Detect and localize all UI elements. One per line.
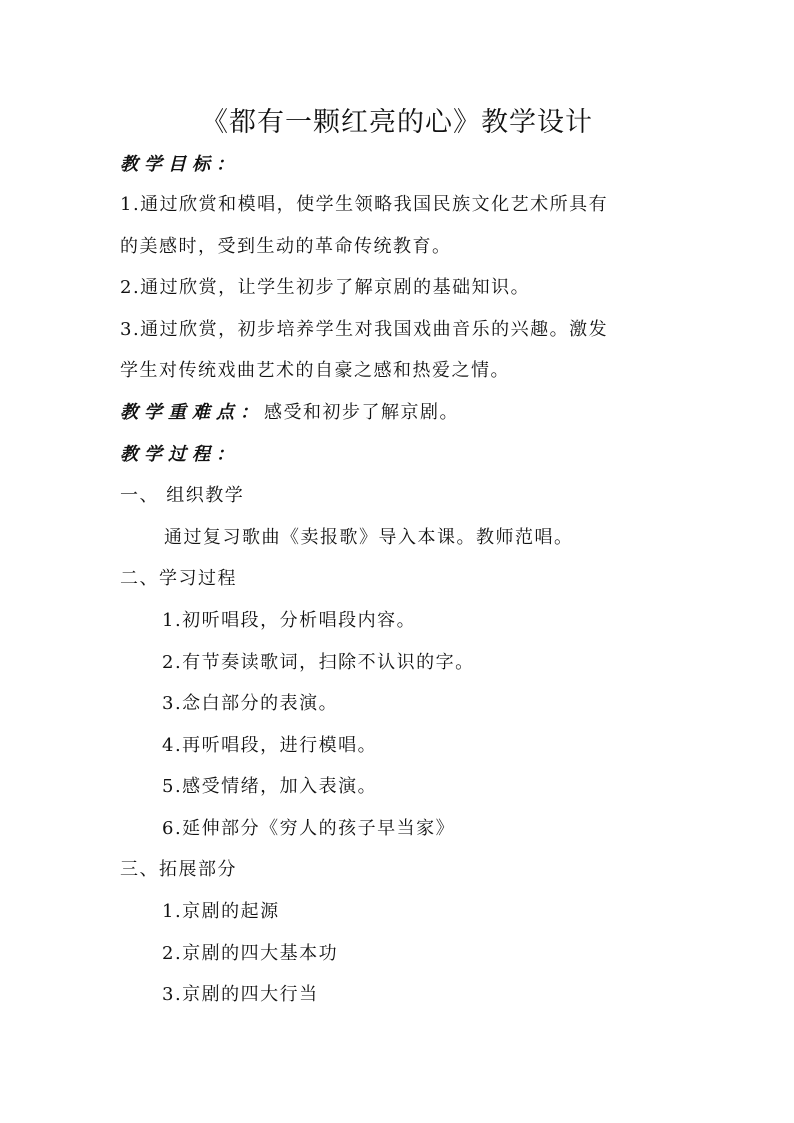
section-2-item: 3.念白部分的表演。 [162, 693, 339, 714]
section-3-title: 三、拓展部分 [120, 859, 237, 880]
section-3-item: 3.京剧的四大行当 [162, 984, 319, 1005]
section-2-item: 4.再听唱段，进行模唱。 [162, 735, 378, 756]
section-1-content: 通过复习歌曲《卖报歌》导入本课。教师范唱。 [164, 527, 574, 548]
key-points-heading: 教学重难点： [120, 402, 264, 423]
goals-heading: 教学目标： [120, 154, 240, 175]
section-3-item: 1.京剧的起源 [162, 901, 280, 922]
section-2-title: 二、学习过程 [120, 568, 237, 589]
section-3-item: 2.京剧的四大基本功 [162, 943, 339, 964]
goal-line-3: 2.通过欣赏，让学生初步了解京剧的基础知识。 [120, 277, 531, 298]
section-2-item: 2.有节奏读歌词，扫除不认识的字。 [162, 652, 475, 673]
goal-line-5: 学生对传统戏曲艺术的自豪之感和热爱之情。 [120, 360, 510, 381]
section-2-item: 6.延伸部分《穷人的孩子早当家》 [162, 818, 456, 839]
goal-line-1: 1.通过欣赏和模唱，使学生领略我国民族文化艺术所具有 [120, 194, 609, 215]
section-2-item: 5.感受情绪，加入表演。 [162, 776, 378, 797]
goal-line-2: 的美感时，受到生动的革命传统教育。 [120, 236, 452, 257]
section-2-item: 1.初听唱段，分析唱段内容。 [162, 610, 417, 631]
document-title: 《都有一颗红亮的心》教学设计 [201, 107, 593, 138]
section-1-title: 一、 组织教学 [120, 485, 245, 506]
process-heading: 教学过程： [120, 444, 240, 465]
key-points-line [120, 398, 459, 424]
goal-line-4: 3.通过欣赏，初步培养学生对我国戏曲音乐的兴趣。激发 [120, 319, 609, 340]
key-points-text: 感受和初步了解京剧。 [264, 402, 459, 423]
